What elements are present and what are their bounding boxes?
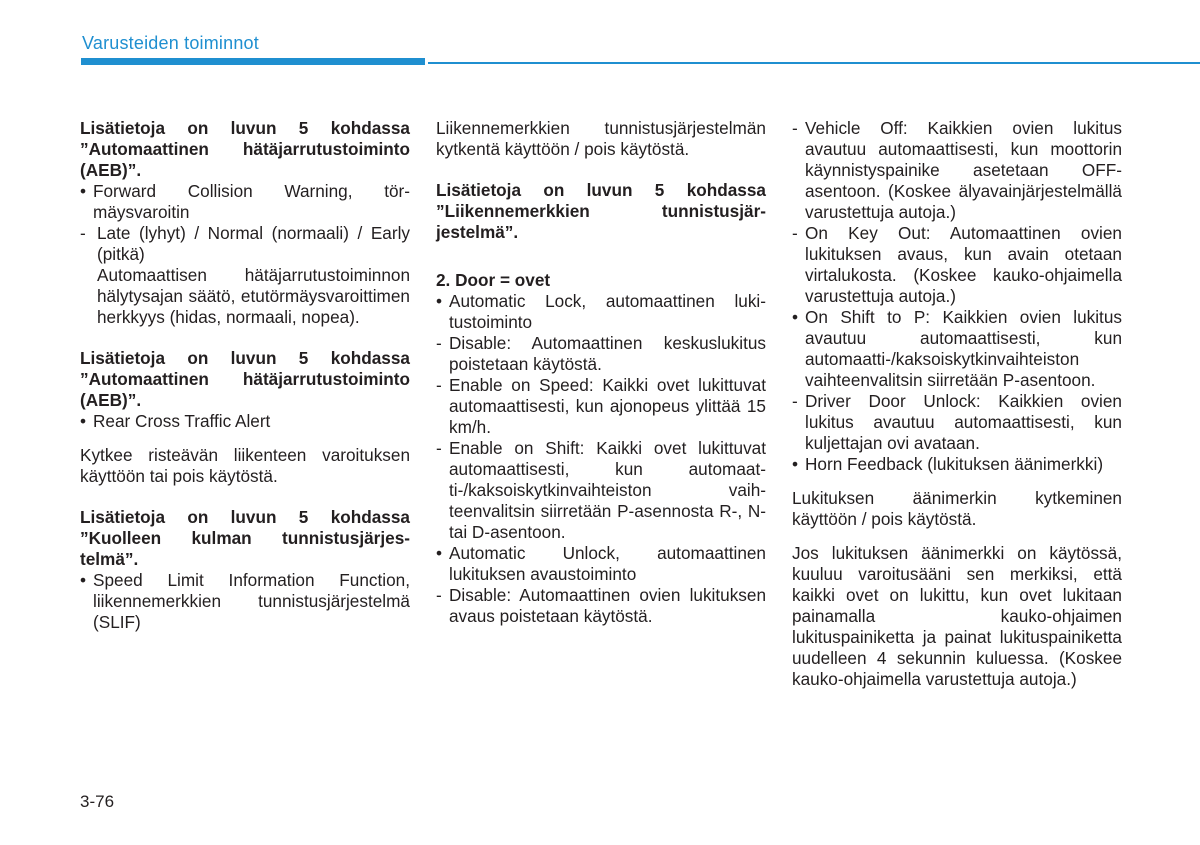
list-item-horn-feedback <box>792 454 1122 475</box>
dash-marker: - <box>792 391 798 411</box>
dash-marker: - <box>436 585 442 605</box>
horn-detail: Jos lukituksen äänimerkki on käytössä, kuuluu varoitusääni sen merkiksi, että kaikki ovet on lukittu, kun ovet lukitaan painamalla kauko-ohjaimen lukituspainiketta ja painat lukituspainiketta uudelleen 4 sekunnin kuluessa. (Koskee kauko-ohjaimella varustettuja autoja.) <box>792 543 1122 689</box>
fcw-title: Forward Collision Warning, törmäysvaroitin <box>93 181 410 222</box>
note-blind-spot: Lisätietoja on luvun 5 kohdassa ”Kuolleen kulman tunnistusjärjestelmä”. <box>80 507 410 569</box>
list-item-late-normal-early <box>80 223 410 265</box>
bullet-marker: • <box>792 307 799 327</box>
note-aeb-1: Lisätietoja on luvun 5 kohdassa ”Automaattinen hätäjarrutustoiminto (AEB)”. <box>80 118 410 180</box>
dash-marker: - <box>792 223 798 243</box>
dash-marker: - <box>436 333 442 353</box>
on-key-out: On Key Out: Automaattinen ovien lukituksen avaus, kun avain otetaan virtalukosta. (Koskee kauko-ohjaimella varustettuja autoja.) <box>805 223 1122 306</box>
late-item: Late (lyhyt) / Normal (normaali) / Early (pitkä) <box>97 223 410 264</box>
list-item-automatic-lock <box>436 291 766 333</box>
slif-description: Liikennemerkkien tunnistusjärjestelmän kytkentä käyttöön / pois käytöstä. <box>436 118 766 159</box>
header-rule-thin <box>428 62 1200 64</box>
driver-door-unlock: Driver Door Unlock: Kaikkien ovien lukitus avautuu automaattisesti, kun kuljettajan ovi avataan. <box>805 391 1122 453</box>
list-item-driver-door-unlock <box>792 391 1122 454</box>
list-item-disable-lock <box>436 333 766 375</box>
enable-on-speed: Enable on Speed: Kaikki ovet lukittuvat automaattisesti, kun ajonopeus ylittää 15 km/h. <box>449 375 766 437</box>
disable-lock: Disable: Automaattinen keskuslukitus poistetaan käytöstä. <box>449 333 766 374</box>
section-title: Varusteiden toiminnot <box>82 33 259 53</box>
dash-marker: - <box>436 438 442 458</box>
note-aeb-2: Lisätietoja on luvun 5 kohdassa ”Automaattinen hätäjarrutustoiminto (AEB)”. <box>80 348 410 410</box>
bullet-marker: • <box>80 181 87 201</box>
bullet-marker: • <box>792 454 799 474</box>
dash-marker: - <box>80 223 86 243</box>
note-traffic-sign: Lisätietoja on luvun 5 kohdassa ”Liikennemerkkien tunnistusjärjestelmä”. <box>436 180 766 242</box>
rcta-title: Rear Cross Traffic Alert <box>93 411 271 431</box>
bullet-marker: • <box>436 291 443 311</box>
list-item-vehicle-off <box>792 118 1122 223</box>
horn-title: Horn Feedback (lukituksen äänimerkki) <box>805 454 1104 474</box>
on-shift-to-p: On Shift to P: Kaikkien ovien lukitus avautuu automaattisesti, kun automaatti-/kaksoiskytkinvaihteiston vaihteenvalitsin siirretään P-asentoon. <box>805 307 1122 390</box>
vehicle-off: Vehicle Off: Kaikkien ovien lukitus avautuu automaattisesti, kun moottorin käynnistyspainike asetetaan OFF-asentoon. (Koskee älyavainjärjestelmällä varustettuja autoja.) <box>805 118 1122 222</box>
list-item-enable-on-speed <box>436 375 766 438</box>
door-heading: 2. Door = ovet <box>436 270 551 290</box>
bullet-marker: • <box>80 411 87 431</box>
autolock-title: Automatic Lock, automaattinen lukitustoiminto <box>449 291 766 332</box>
list-item-on-key-out <box>792 223 1122 307</box>
enable-on-shift: Enable on Shift: Kaikki ovet lukittuvat automaattisesti, kun automaatti-/kaksoiskytkinvaihteiston vaihteenvalitsin siirretään P-asennosta R-, N- tai D-asentoon. <box>449 438 766 542</box>
fcw-description: Automaattisen hätäjarrutustoiminnon hälytysajan säätö, etutörmäysvaroittimen herkkyys (hidas, normaali, nopea). <box>97 265 410 327</box>
list-item-speed-limit-info <box>80 570 410 633</box>
slif-title: Speed Limit Information Function, liikennemerkkien tunnistusjärjestelmä (SLIF) <box>93 570 410 632</box>
header-rule-thick <box>81 58 425 65</box>
list-item-forward-collision <box>80 181 410 223</box>
list-item-rear-cross-traffic <box>80 411 410 432</box>
list-item-automatic-unlock <box>436 543 766 585</box>
page-number: 3-76 <box>80 792 115 811</box>
bullet-marker: • <box>80 570 87 590</box>
column-left <box>80 118 410 633</box>
rcta-description: Kytkee risteävän liikenteen varoituksen käyttöön tai pois käytöstä. <box>80 445 410 486</box>
horn-description: Lukituksen äänimerkin kytkeminen käyttöön / pois käytöstä. <box>792 488 1122 529</box>
column-right <box>792 118 1122 690</box>
list-item-enable-on-shift <box>436 438 766 543</box>
column-middle <box>436 118 766 627</box>
autounlock-title: Automatic Unlock, automaattinen lukituksen avaustoiminto <box>449 543 766 584</box>
bullet-marker: • <box>436 543 443 563</box>
list-item-on-shift-to-p <box>792 307 1122 391</box>
dash-marker: - <box>436 375 442 395</box>
list-item-disable-unlock <box>436 585 766 627</box>
dash-marker: - <box>792 118 798 138</box>
disable-unlock: Disable: Automaattinen ovien lukituksen avaus poistetaan käytöstä. <box>449 585 766 626</box>
